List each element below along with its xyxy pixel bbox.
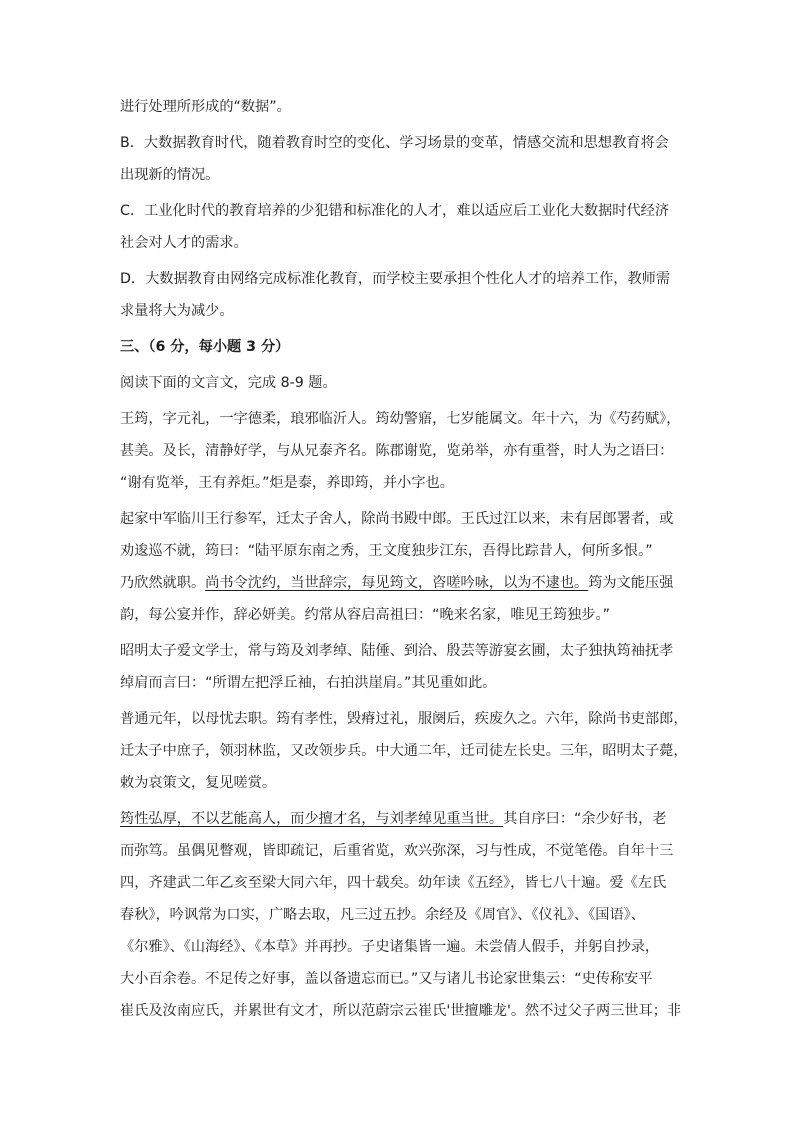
section-heading: 三、（6 分，每小题 3 分） [120,339,290,355]
option-b-line-2: 出现新的情况。 [120,167,220,183]
passage-line: 而弥笃。虽偶见瞥观，皆即疏记，后重省览，欢兴弥深，习与性成，不觉笔倦。自年十三 [120,843,674,859]
passage-line-underlined [120,809,667,829]
option-d-line-1: D．大数据教育由网络完成标准化教育，而学校主要承担个性化人才的培养工作，教师需 [120,271,671,287]
passage-line: 昭明太子爱文学士，常与筠及刘孝绰、陆倕、到洽、殷芸等游宴玄圃，太子独执筠袖抚孝 [120,643,674,659]
passage-line: 普通元年，以母忧去职。筠有孝性，毁瘠过礼，服阕后，疾废久之。六年，除尚书吏部郎， [120,711,688,727]
passage-line: 劝逡巡不就，筠曰：“陆平原东南之秀，王文度独步江东，吾得比踪昔人，何所多恨。” [120,543,653,559]
plain-text: 筠为文能压强 [588,575,674,591]
underlined-sentence: 尚书令沈约，当世辞宗，每见筠文，咨嗟吟咏，以为不逮也。 [205,575,589,591]
plain-text: 其自序曰：“余少好书，老 [503,811,667,827]
underlined-sentence: 筠性弘厚，不以艺能高人，而少擅才名，与刘孝绰见重当世。 [120,811,504,827]
passage-line: 春秋》，吟讽常为口实，广略去取，凡三过五抄。余经及《周官》、《仪礼》、《国语》、 [120,907,645,923]
passage-line: 迁太子中庶子，领羽林监，又改领步兵。中大通二年，迁司徒左长史。三年，昭明太子薨， [120,743,688,759]
passage-line: 王筠，字元礼，一字德柔，琅邪临沂人。筠幼警寤，七岁能属文。年十六，为《芍药赋》， [120,411,681,427]
passage-line: 四，齐建武二年乙亥至梁大同六年，四十载矣。幼年读《五经》，皆七八十遍。爱《左氏 [120,875,667,891]
passage-line: 韵，每公宴并作，辞必妍美。约常从容启高祖曰：“晚来名家，唯见王筠独步。” [120,607,610,623]
passage-line: 敕为哀策文，复见嗟赏。 [120,775,277,791]
passage-line-underlined [120,573,673,593]
passage-line: 《尔雅》、《山海经》、《本草》并再抄。子史诸集皆一遍。未尝倩人假手，并躬自抄录， [120,939,660,955]
option-c-line-2: 社会对人才的需求。 [120,235,248,251]
passage-line: 绰肩而言曰：“所谓左把浮丘袖，右拍洪崖肩。”其见重如此。 [120,675,497,691]
option-c-line-1: C．工业化时代的教育培养的少犯错和标准化的人才，难以适应后工业化大数据时代经济 [120,203,670,219]
text-line: 进行处理所形成的“数据”。 [120,99,291,115]
passage-line: 大小百余卷。不足传之好事，盖以备遗忘而已。”又与诸儿书论家世集云：“史传称安平 [120,971,653,987]
passage-line: 起家中军临川王行参军，迁太子舍人，除尚书殿中郎。王氏过江以来，未有居郎署者，或 [120,511,674,527]
passage-line: 崔氏及汝南应氏，并累世有文才，所以范蔚宗云崔氏'世擅雕龙'。然不过父子两三世耳；非 [120,1003,682,1019]
plain-text: 乃欣然就职。 [120,575,206,591]
instruction-line: 阅读下面的文言文，完成 8-9 题。 [120,375,337,391]
passage-line: 甚美。及长，清静好学，与从兄泰齐名。陈郡谢览，览弟举，亦有重誉，时人为之语曰： [120,443,674,459]
option-b-line-1: B．大数据教育时代，随着教育时空的变化、学习场景的变革，情感交流和思想教育将会 [120,135,669,151]
passage-line: “谢有览举，王有养炬。”炬是泰，养即筠，并小字也。 [120,475,454,491]
option-d-line-2: 求量将大为减少。 [120,303,234,319]
